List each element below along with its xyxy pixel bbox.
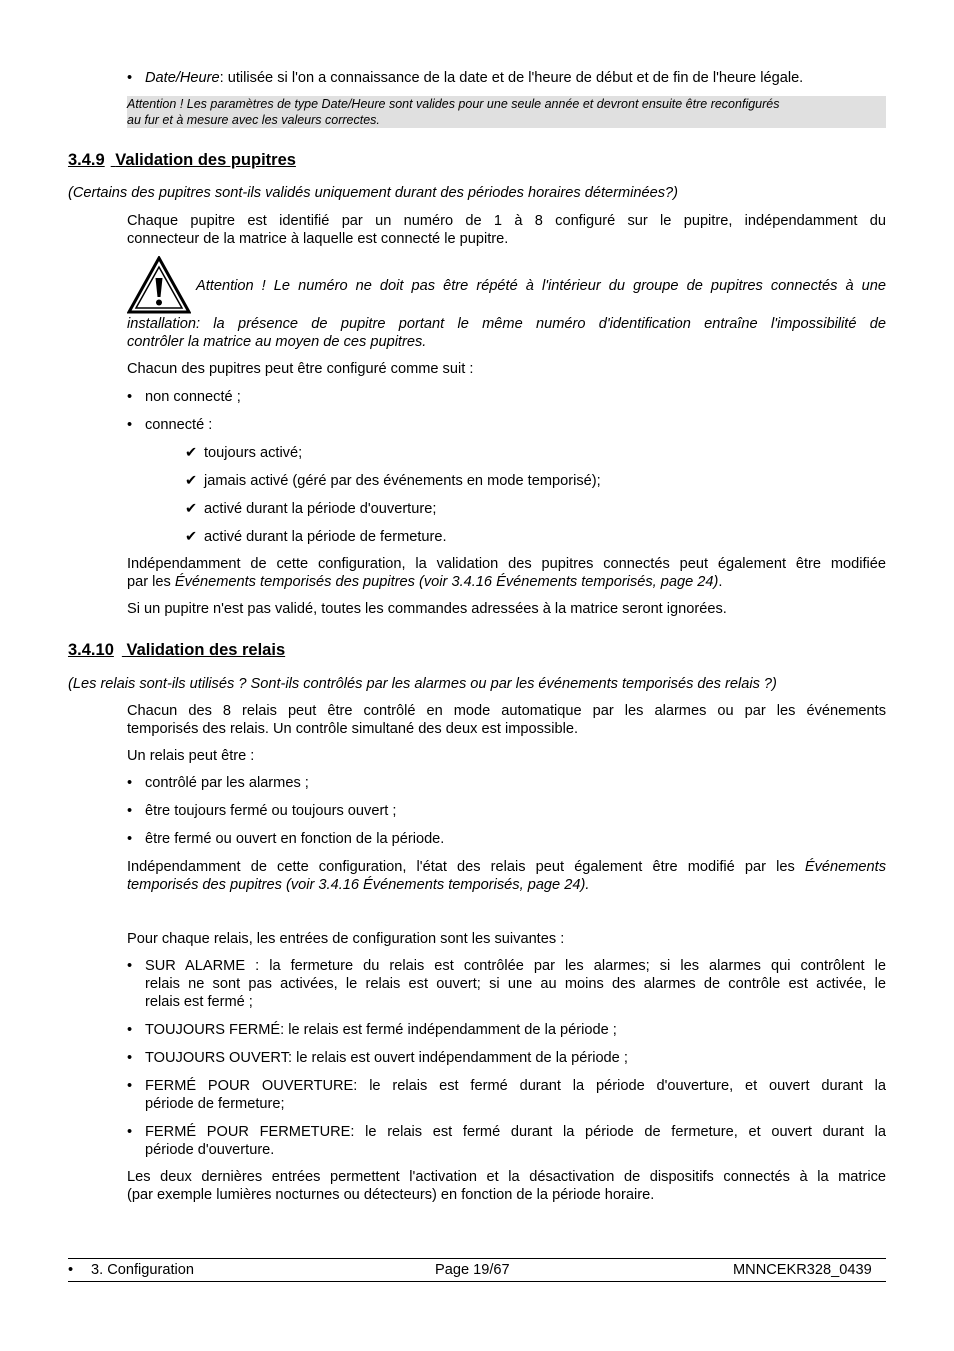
checkmark-icon: ✔ xyxy=(185,445,198,461)
warning-text-cont: installation: la présence de pupitre portant le même numéro d'identification entraîne l'impossibilité de contrôler la matrice au moyen de ces pupitres. xyxy=(127,316,886,350)
checkmark-icon: ✔ xyxy=(185,501,198,517)
section-question: (Certains des pupitres sont-ils validés uniquement durant des périodes horaires déterminées?) xyxy=(68,185,679,201)
section-question: (Les relais sont-ils utilisés ? Sont-ils contrôlés par les alarmes ou par les événements temporisés des relais ?) xyxy=(68,676,777,692)
footer-chapter: 3. Configuration xyxy=(91,1262,195,1278)
footer-bullet: • xyxy=(68,1262,74,1278)
footer-document-ref: MNNCEKR328_0439 xyxy=(733,1262,872,1278)
footer-rule-bottom xyxy=(68,1281,886,1282)
paragraph: Si un pupitre n'est pas validé, toutes les commandes adressées à la matrice seront ignorées. xyxy=(127,601,727,617)
warning-triangle-icon xyxy=(127,256,191,314)
paragraph: Pour chaque relais, les entrées de configuration sont les suivantes : xyxy=(127,931,565,947)
bullet-dot: • xyxy=(127,70,133,86)
note-line: au fur et à mesure avec les valeurs correctes. xyxy=(127,113,380,127)
section-title: Validation des pupitres xyxy=(115,151,296,169)
bullet-text xyxy=(145,69,886,87)
footer-page-number: Page 19/67 xyxy=(435,1262,510,1278)
paragraph: Un relais peut être : xyxy=(127,748,255,764)
paragraph: Les deux dernières entrées permettent l'activation et la désactivation de dispositifs connectés à la matrice (par exemple lumières nocturnes ou détecteurs) en fonction de la période horaire. xyxy=(127,1169,886,1203)
paragraph: Chaque pupitre est identifié par un numéro de 1 à 8 configuré sur le pupitre, indépendamment du connecteur de la matrice à laquelle est connecté le pupitre. xyxy=(127,213,886,247)
section-number: 3.4.9 xyxy=(68,151,105,169)
cross-reference: temporisés des pupitres (voir 3.4.16 Événements temporisés, page 24). xyxy=(127,877,590,893)
term-description: : utilisée si l'on a connaissance de la date et de l'heure de début et de fin de l'heure légale. xyxy=(219,70,804,86)
checkmark-icon: ✔ xyxy=(185,529,198,545)
section-heading-relais xyxy=(68,640,285,660)
section-title: Validation des relais xyxy=(126,641,286,659)
checkmark-icon: ✔ xyxy=(185,473,198,489)
attention-note xyxy=(127,96,886,128)
note-line: Attention ! Les paramètres de type Date/Heure sont valides pour une seule année et devront ensuite être reconfigurés xyxy=(127,97,780,111)
section-number: 3.4.10 xyxy=(68,641,114,659)
paragraph: Indépendamment de cette configuration, l'état des relais peut également être modifié par les Événements temporisés des pupitres (voir 3.4.16 Événements temporisés, page 24). xyxy=(127,859,886,893)
paragraph: Indépendamment de cette configuration, la validation des pupitres connectés peut également être modifiée par les Événements temporisés des pupitres (voir 3.4.16 Événements temporisés, page 24). xyxy=(127,556,886,590)
footer-rule-top xyxy=(68,1258,886,1259)
cross-reference: Événements temporisés des pupitres (voir 3.4.16 Événements temporisés, page 24) xyxy=(174,574,719,590)
term: Date/Heure xyxy=(145,70,220,86)
section-heading-pupitres xyxy=(68,150,296,170)
warning-text: Attention ! Le numéro ne doit pas être répété à l'intérieur du groupe de pupitres connectés à une xyxy=(196,278,886,294)
paragraph: Chacun des 8 relais peut être contrôlé en mode automatique par les alarmes ou par les événements temporisés des relais. Un contrôle simultané des deux est impossible. xyxy=(127,703,886,737)
paragraph: Chacun des pupitres peut être configuré comme suit : xyxy=(127,361,474,377)
